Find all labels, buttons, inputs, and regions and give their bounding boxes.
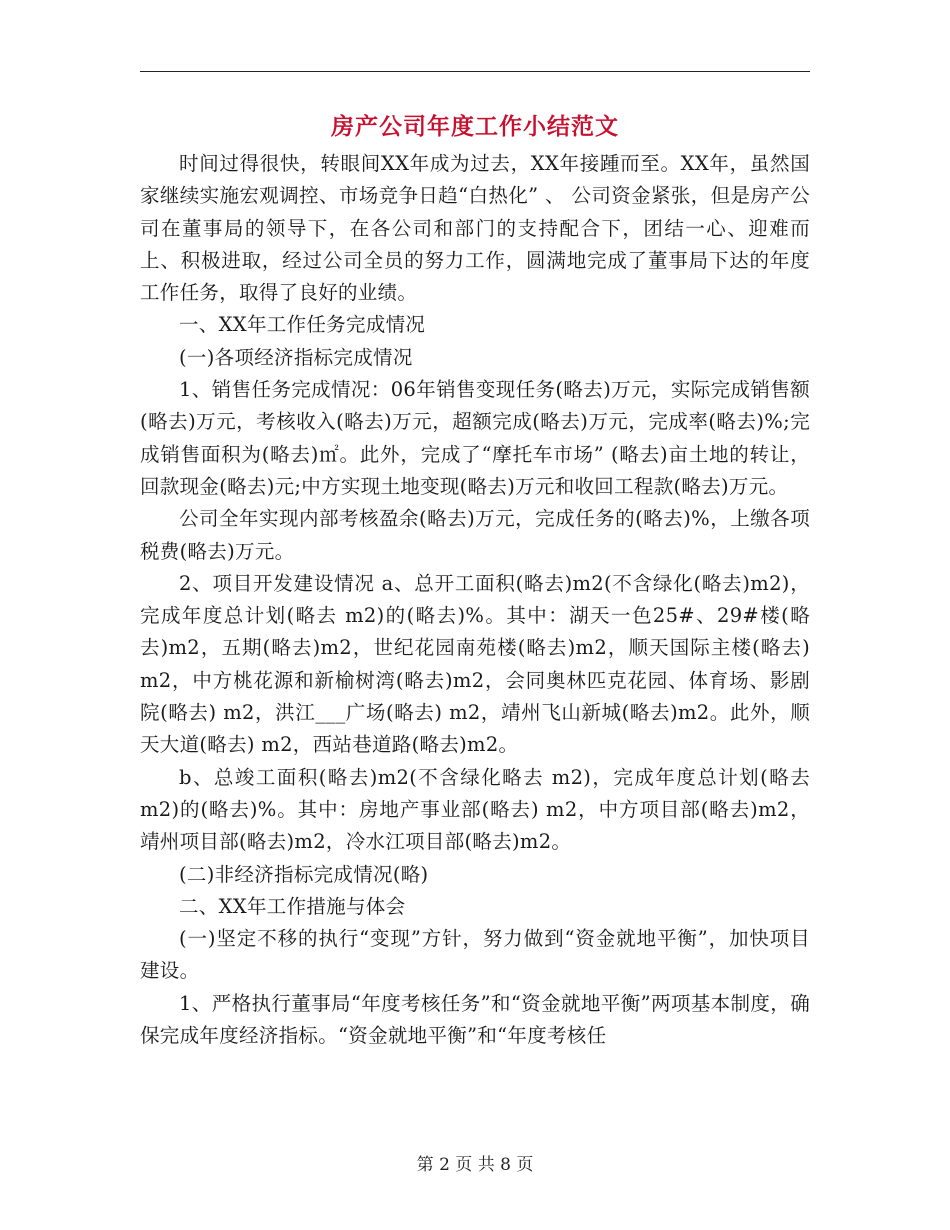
page-number-footer: 第 2 页 共 8 页 xyxy=(416,1155,534,1175)
subsection-heading-2: (二)非经济指标完成情况(略) xyxy=(179,862,429,886)
paragraph-intro: 时间过得很快，转眼间XX年成为过去，XX年接踵而至。XX年，虽然国家继续实施宏观调控、市场竞争日趋“白热化” 、 公司资金紧张，但是房产公司在董事局的领导下，在各公司和部门的支持配合下，团结一心、迎难而上、积极进取，经过公司全员的努力工作，圆满地完成了董事局下达的年度工作任务，取得了良好的业绩。 xyxy=(140,152,810,305)
document-body xyxy=(140,148,810,1052)
section-heading-2: 二、XX年工作措施与体会 xyxy=(179,894,406,918)
header-rule xyxy=(140,71,810,72)
paragraph-construction-b: b、总竣工面积(略去)m2(不含绿化略去 m2)，完成年度总计划(略去m2)的(略去)%。其中：房地产事业部(略去) m2，中方项目部(略去)m2，靖州项目部(略去)m2，冷水江项目部(略去)m2。 xyxy=(140,765,810,854)
subsection-heading-1: (一)各项经济指标完成情况 xyxy=(179,345,413,369)
document-title: 房产公司年度工作小结范文 xyxy=(331,113,619,140)
subsection-heading-3: (一)坚定不移的执行“变现”方针，努力做到“资金就地平衡”，加快项目建设。 xyxy=(140,927,810,983)
paragraph-measures: 1、严格执行董事局“年度考核任务”和“资金就地平衡”两项基本制度，确保完成年度经济指标。“资金就地平衡”和“年度考核任 xyxy=(140,991,810,1048)
paragraph-construction-a: 2、项目开发建设情况 a、总开工面积(略去)m2(不含绿化(略去)m2)，完成年度总计划(略去 m2)的(略去)%。其中：湖天一色25#、29#楼(略去)m2，五期(略去)m2，世纪花园南苑楼(略去)m2，顺天国际主楼(略去) m2，中方桃花源和新榆树湾(略去)m2，会同奥林匹克花园、体育场、影剧院(略去) m2，洪江___广场(略去) m2，靖州飞山新城(略去)m2。此外，顺天大道(略去) m2，西站巷道路(略去)m2。 xyxy=(140,571,810,757)
section-heading-1: 一、XX年工作任务完成情况 xyxy=(179,313,426,337)
paragraph-profit: 公司全年实现内部考核盈余(略去)万元，完成任务的(略去)%，上缴各项税费(略去)万元。 xyxy=(140,507,810,563)
paragraph-sales: 1、销售任务完成情况：06年销售变现任务(略去)万元，实际完成销售额(略去)万元，考核收入(略去)万元，超额完成(略去)万元，完成率(略去)%;完成销售面积为(略去)㎡。此外，完成了“摩托车市场” (略去)亩土地的转让，回款现金(略去)元;中方实现土地变现(略去)万元和收回工程款(略去)万元。 xyxy=(140,378,810,498)
